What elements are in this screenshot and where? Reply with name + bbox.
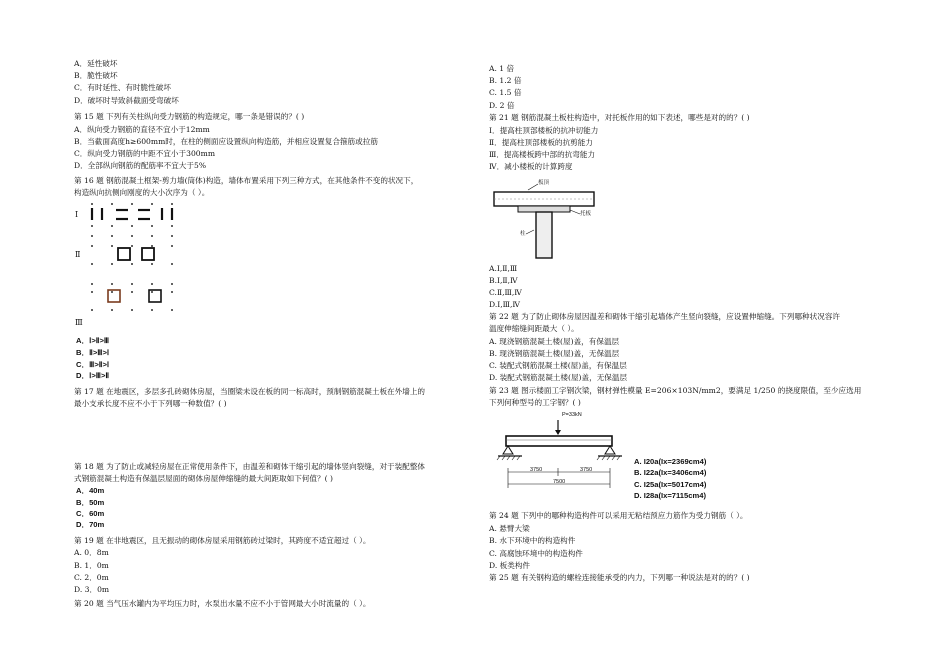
slab-top-label: 板顶	[538, 180, 550, 186]
q18-option-a: A．40m	[76, 486, 105, 495]
q21-statement-4: Ⅳ．减小楼板的计算跨度	[489, 162, 573, 171]
q23-stem-line2: 下列何种型号的工字钢？( )	[489, 398, 581, 407]
q16-option-d: D．Ⅰ>Ⅲ>Ⅱ	[76, 371, 110, 380]
q21-option-a: A.Ⅰ,Ⅱ,Ⅲ	[489, 264, 518, 273]
q14-option-d: D．破坏时导致斜截面受弯破坏	[74, 96, 179, 105]
q22-option-c: C. 装配式钢筋混凝土楼(屋)盖，有保温层	[489, 361, 627, 370]
dim-left: 3750	[530, 467, 543, 473]
layout-1-walls	[92, 208, 172, 220]
q18-option-b: B．50m	[76, 498, 105, 507]
q16-stem-line1: 第 16 题 钢筋混凝土框架-剪力墙(筒体)构造，墙体布置采用下列三种方式，在其他条件不变的状况下，	[74, 176, 419, 185]
q22-stem-line1: 第 22 题 为了防止砌体房屋因温差和砌体干缩引起墙体产生竖向裂缝，应设置伸缩缝。下列哪种状况容许	[489, 312, 841, 321]
q19-option-b: B. 1．0m	[74, 561, 109, 570]
q16-option-a: A．Ⅰ>Ⅱ>Ⅲ	[76, 336, 110, 345]
q24-option-a: A. 悬臂大梁	[489, 524, 530, 533]
layout-label-1: Ⅰ	[75, 210, 79, 219]
q19-stem: 第 19 题 在非地震区，且无振动的砌体房屋采用钢筋砖过梁时，其跨度不适宜超过（ ）。	[74, 536, 371, 545]
q20-option-b: B. 1.2 倍	[489, 76, 522, 85]
q20-option-d: D. 2 倍	[489, 101, 515, 110]
q17-stem-line1: 第 17 题 在地震区，多层多孔砖砌体房屋，当圈梁未设在板的同一标高时，预制钢筋混凝土板在外墙上的	[74, 387, 426, 396]
q15-option-b: B．当截面高度h≥600mm时，在柱的侧面应设置纵向构造筋，并相应设置复合箍筋或拉筋	[74, 137, 378, 146]
q18-stem-line2: 式钢筋混凝土构造有保温层屋面的砌体房屋伸缩缝的最大间距取如下何值？( )	[74, 474, 333, 483]
q14-option-b: B．脆性破坏	[74, 71, 118, 80]
q15-option-c: C．纵向受力钢筋的中距不宜小于300mm	[74, 149, 216, 158]
q19-option-c: C. 2．0m	[74, 573, 109, 582]
q23-stem-line1: 第 23 题 图示楼面工字钢次梁，钢材弹性模量 E=206×103N/mm2，要满足 1/250 的挠度限值，至少应选用	[489, 386, 862, 395]
q18-stem-line1: 第 18 题 为了防止或减轻房屋在正常使用条件下，由温差和砌体干缩引起的墙体竖向裂缝，对于装配整体	[74, 462, 426, 471]
q16-option-c: C．Ⅲ>Ⅱ>Ⅰ	[76, 360, 110, 369]
q19-option-a: A. 0．8m	[74, 548, 109, 557]
q15-option-a: A．纵向受力钢筋的直径不宜小于12mm	[74, 125, 210, 134]
q15-option-d: D．全部纵向钢筋的配筋率不宜大于5%	[74, 161, 207, 170]
q23-option-d: D. I28a(Ix=7115cm4)	[634, 491, 706, 500]
q22-option-b: B. 现浇钢筋混凝土楼(屋)盖，无保温层	[489, 349, 620, 358]
load-label: P=33kN	[562, 412, 582, 418]
layout-label-3: Ⅲ	[75, 318, 83, 327]
layout-label-2: Ⅱ	[75, 250, 81, 259]
q22-option-d: D. 装配式钢筋混凝土楼(屋)盖，无保温层	[489, 373, 628, 382]
q24-option-d: D. 板类构件	[489, 561, 531, 570]
q17-stem-line2: 最小支承长度不应不小于下列哪一种数值？( )	[74, 399, 227, 408]
column-label: 柱	[520, 231, 526, 237]
q23-option-a: A. I20a(Ix=2369cm4)	[634, 457, 707, 466]
q21-option-c: C.Ⅱ,Ⅲ,Ⅳ	[489, 288, 522, 297]
q21-option-d: D.Ⅰ,Ⅲ,Ⅳ	[489, 300, 520, 309]
q15-stem: 第 15 题 下列有关柱纵向受力钢筋的构造规定，哪一条是错误的？( )	[74, 112, 305, 121]
q20-option-c: C. 1.5 倍	[489, 88, 522, 97]
q21-option-b: B.Ⅰ,Ⅱ,Ⅳ	[489, 276, 518, 285]
q25-stem: 第 25 题 有关钢构造的螺栓连接能承受的内力，下列哪一种说法是对的的？( )	[489, 573, 750, 582]
dim-total: 7500	[553, 479, 566, 485]
q24-option-c: C. 高腐蚀环境中的构造构件	[489, 549, 583, 558]
q23-option-c: C. I25a(Ix=5017cm4)	[634, 480, 707, 489]
shear-wall-layout-figure	[74, 200, 194, 330]
q18-option-d: D．70m	[76, 520, 105, 529]
q24-option-b: B. 水下环境中的构造构件	[489, 536, 576, 545]
q14-option-c: C．有时延性、有时脆性破坏	[74, 83, 171, 92]
q20-option-a: A. 1 倍	[489, 64, 515, 73]
q22-stem-line2: 温度伸缩缝间距最大（ ）。	[489, 324, 579, 333]
q21-statement-3: Ⅲ．提高楼板跨中部的抗弯能力	[489, 150, 596, 159]
layout-2-walls	[118, 248, 154, 260]
q14-option-a: A．延性破坏	[74, 59, 118, 68]
q18-option-c: C．60m	[76, 509, 105, 518]
q16-option-b: B．Ⅱ>Ⅲ>Ⅰ	[76, 348, 110, 357]
q21-statement-2: Ⅱ．提高柱顶部楼板的抗剪能力	[489, 138, 593, 147]
drop-panel-label: 托板	[580, 211, 592, 217]
q16-stem-line2: 构造纵向抗侧向刚度的大小次序为（ ）。	[74, 188, 210, 197]
q21-statement-1: Ⅰ．提高柱顶部楼板的抗冲切能力	[489, 126, 599, 135]
q24-stem: 第 24 题 下列中的哪种构造构件可以采用无粘结预应力筋作为受力钢筋（ ）。	[489, 511, 748, 520]
drop-panel-figure	[488, 180, 596, 260]
layout-3-walls	[108, 290, 161, 302]
q20-stem: 第 20 题 当气压水罐内为平均压力时，水泵出水量不应不小于管网最大小时流量的（ ）。	[74, 599, 371, 608]
q21-stem: 第 21 题 钢筋混凝土板柱构造中，对托板作用的如下表述，哪些是对的的？( )	[489, 113, 750, 122]
q19-option-d: D. 3．0m	[74, 585, 110, 594]
q22-option-a: A. 现浇钢筋混凝土楼(屋)盖，有保温层	[489, 337, 620, 346]
q23-option-b: B. I22a(Ix=3406cm4)	[634, 468, 707, 477]
dim-right: 3750	[580, 467, 593, 473]
